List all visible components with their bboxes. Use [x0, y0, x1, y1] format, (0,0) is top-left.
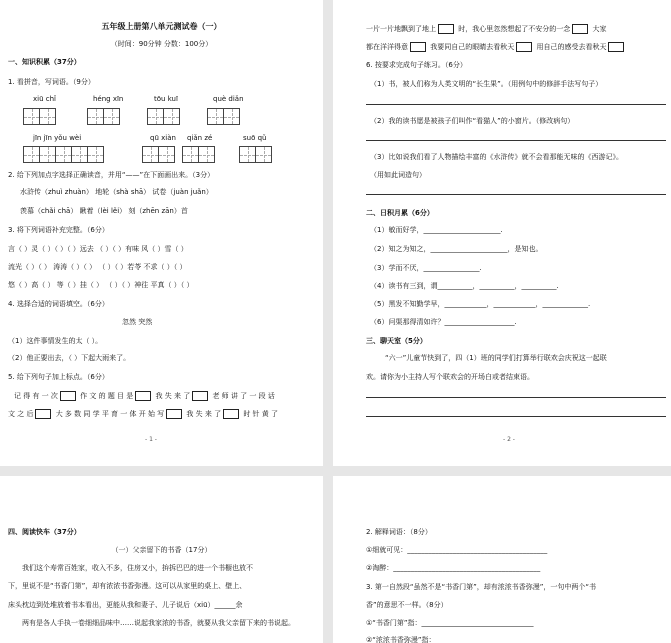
passage-line-3: 床头枕边到处堆放着书本看出，更能从我和妻子、儿子说后（xiū）______余 [8, 601, 243, 609]
pinyin-2: héng xīn [93, 95, 124, 103]
section-2-heading: 二、日积月累（6分） [366, 209, 434, 217]
question-5: 5. 给下列句子加上标点。（6分） [8, 373, 109, 381]
answer-grid[interactable] [24, 146, 104, 163]
answer-grid[interactable] [148, 108, 180, 125]
q2-line-2: 羡慕（chǎi chā） 瞅着（lèi lěi） 刻（zhēn zān）首 [20, 207, 188, 215]
recite-2: （2）知之为知之，______________________，是知也。 [370, 245, 543, 253]
exam-title: 五年级上册第八单元测试卷（一） [101, 22, 222, 31]
pinyin-1: xiū chǐ [33, 95, 56, 103]
pinyin-3: tōu kuī [154, 95, 178, 103]
pinyin-4: què diǎn [213, 95, 244, 103]
passage-line-1: 我们这个寿常百姓家，收入不多，住房又小，拚拆巴巴的进一个书橱也放不 [22, 564, 253, 572]
answer-grid[interactable] [240, 146, 272, 163]
definition-1: ①细就可见：________________________________________ [366, 546, 548, 554]
answer-line[interactable] [366, 194, 666, 195]
question-3-line-2: 香”的意思不一样。（8分） [366, 601, 448, 609]
passage-title: （一）父亲留下的书香（17分） [111, 546, 212, 554]
q6-item-1: （1）书，被人们称为人类文明的“长生果”。（用例句中的修辞手法写句子） [370, 80, 603, 88]
exam-subtitle: （时间：90分钟 分数：100分） [110, 40, 213, 48]
recite-3: （3）学而不厌，________________. [370, 264, 482, 272]
question-1: 1. 看拼音，写词语。（9分） [8, 78, 95, 86]
chat-prompt-line-1: “六一”儿童节快到了，四（1）班的同学们打算举行联欢会庆祝这一起联 [385, 354, 607, 362]
page-4 [333, 476, 671, 643]
recite-6: （6）问渠那得清如许？____________________. [370, 318, 517, 326]
definition-2: ②淘醉：__________________________________________ [366, 564, 541, 572]
answer-grid[interactable] [143, 146, 175, 163]
section-3-heading: 三、聊天室（5分） [366, 337, 427, 345]
pinyin-8: suō qǔ [243, 134, 267, 142]
q4-line-1: （1）这件事情发生的太（ ）。 [8, 337, 103, 345]
punctuation-box[interactable] [608, 42, 624, 52]
q4-word-choices: 忽然 突然 [122, 318, 153, 326]
q5-line-1: 记 得 有 一 次 作 文 的 题 目 是 我 失 来 了 老 师 讲 了 一 段 话 [14, 392, 275, 400]
recite-5: （5）黑发不知勤学早，____________，____________，_____________. [370, 300, 591, 308]
page-1 [0, 0, 323, 466]
question-2-definitions: 2. 解释词语：（8分） [366, 528, 432, 536]
q5-continued-line-2: 都在洋洋得意 我要同自己的眼睛去看秋天 用自己的感受去看秋天 [366, 42, 626, 52]
q6-item-2: （2）我的读书愿是被孩子们叫作“看猫人”的小窗片。（修改病句） [370, 117, 575, 125]
question-2: 2. 给下列加点字选择正确读音，并用“——”在下面画出来。（3分） [8, 171, 215, 179]
q2-line-1: 水浒传（zhuì zhuàn） 地轮（shà shā） 试卷（juàn juǎn） [20, 188, 213, 196]
answer-line[interactable] [366, 397, 666, 398]
pinyin-7: qiǎn zé [187, 134, 213, 142]
answer-line[interactable] [366, 416, 666, 417]
page-2 [333, 0, 671, 466]
answer-grid[interactable] [88, 108, 120, 125]
punctuation-box[interactable] [192, 391, 208, 401]
page-3 [0, 476, 323, 643]
page-number: - 2 - [503, 436, 515, 443]
answer-grid[interactable] [208, 108, 240, 125]
page-number: - 1 - [145, 436, 157, 443]
q3-answer-2: ②“浓浓书香弥漫”指：____________________________ [366, 636, 534, 643]
q6-item-3-hint: （用如此词造句） [370, 171, 426, 179]
section-1-heading: 一、知识积累（37分） [8, 58, 81, 66]
passage-line-2: 下，里说不是“书香门第”，却有浓浓书香弥漫。这可以从家里的桌上、壁上、 [8, 582, 247, 590]
question-4: 4. 选择合适的词语填空。（6分） [8, 300, 109, 308]
recite-1: （1）敏而好学，______________________. [370, 226, 503, 234]
question-3-line-1: 3. 第一自然段“虽然不是“书香门第”，却有浓浓书香弥漫”，一句中两个“书 [366, 583, 597, 591]
chat-prompt-line-2: 欢。请你为小主持人写个联欢会的开场白或者结束语。 [366, 373, 534, 381]
q5-continued-line-1: 一片一片地飘到了地上 时，我心里忽然想起了不安分的一念 大家 [366, 25, 607, 33]
q6-item-3: （3）比如说我们看了人物描绘丰富的《水浒传》就不会看那能无味的《西游记》。 [370, 153, 623, 161]
punctuation-box[interactable] [516, 42, 532, 52]
q3-line-2: 流光（ ）（ ） 涛涛（ ）（ ） （ ）（ ）若苓 不求（ ）（ ） [8, 263, 187, 271]
question-6: 6. 按要求完成句子练习。（6分） [366, 61, 467, 69]
q3-answer-1: ①“书香门第”指：________________________________ [366, 619, 534, 627]
q3-line-1: 言（ ）灵（ ）（ ）（ ）远去 （ ）（ ）有味 风（ ）雪（ ） [8, 245, 188, 253]
q5-line-2: 文 之 后 大 多 数 同 学 平 育 一 体 开 始 写 我 失 来 了 时 针 黄 了 [8, 410, 279, 418]
recite-4: （4）读书有三到，谓__________，__________，__________. [370, 282, 559, 290]
punctuation-box[interactable] [60, 391, 76, 401]
q4-line-2: （2）他正要出去，（ ）下起大雨来了。 [8, 354, 131, 362]
pinyin-6: qū xiàn [150, 134, 176, 142]
answer-line[interactable] [366, 104, 666, 105]
section-4-heading: 四、阅读快车（37分） [8, 528, 81, 536]
answer-grid[interactable] [24, 108, 56, 125]
answer-grid[interactable] [183, 146, 215, 163]
punctuation-box[interactable] [438, 24, 454, 34]
punctuation-box[interactable] [572, 24, 588, 34]
punctuation-box[interactable] [410, 42, 426, 52]
q3-line-3: 悠（ ）高（ ） 等（ ）挂（ ） （ ）（ ）神往 平真（ ）（ ） [8, 281, 194, 289]
punctuation-box[interactable] [35, 409, 51, 419]
punctuation-box[interactable] [166, 409, 182, 419]
punctuation-box[interactable] [223, 409, 239, 419]
punctuation-box[interactable] [135, 391, 151, 401]
pinyin-5: jīn jīn yǒu wèi [33, 134, 82, 142]
question-3: 3. 将下列词语补充完整。（6分） [8, 226, 109, 234]
answer-line[interactable] [366, 140, 666, 141]
passage-line-4: 两有是各人手执一卷细细品味中……说起我家浓的书香，就要从我父亲留下来的书说起。 [22, 619, 295, 627]
